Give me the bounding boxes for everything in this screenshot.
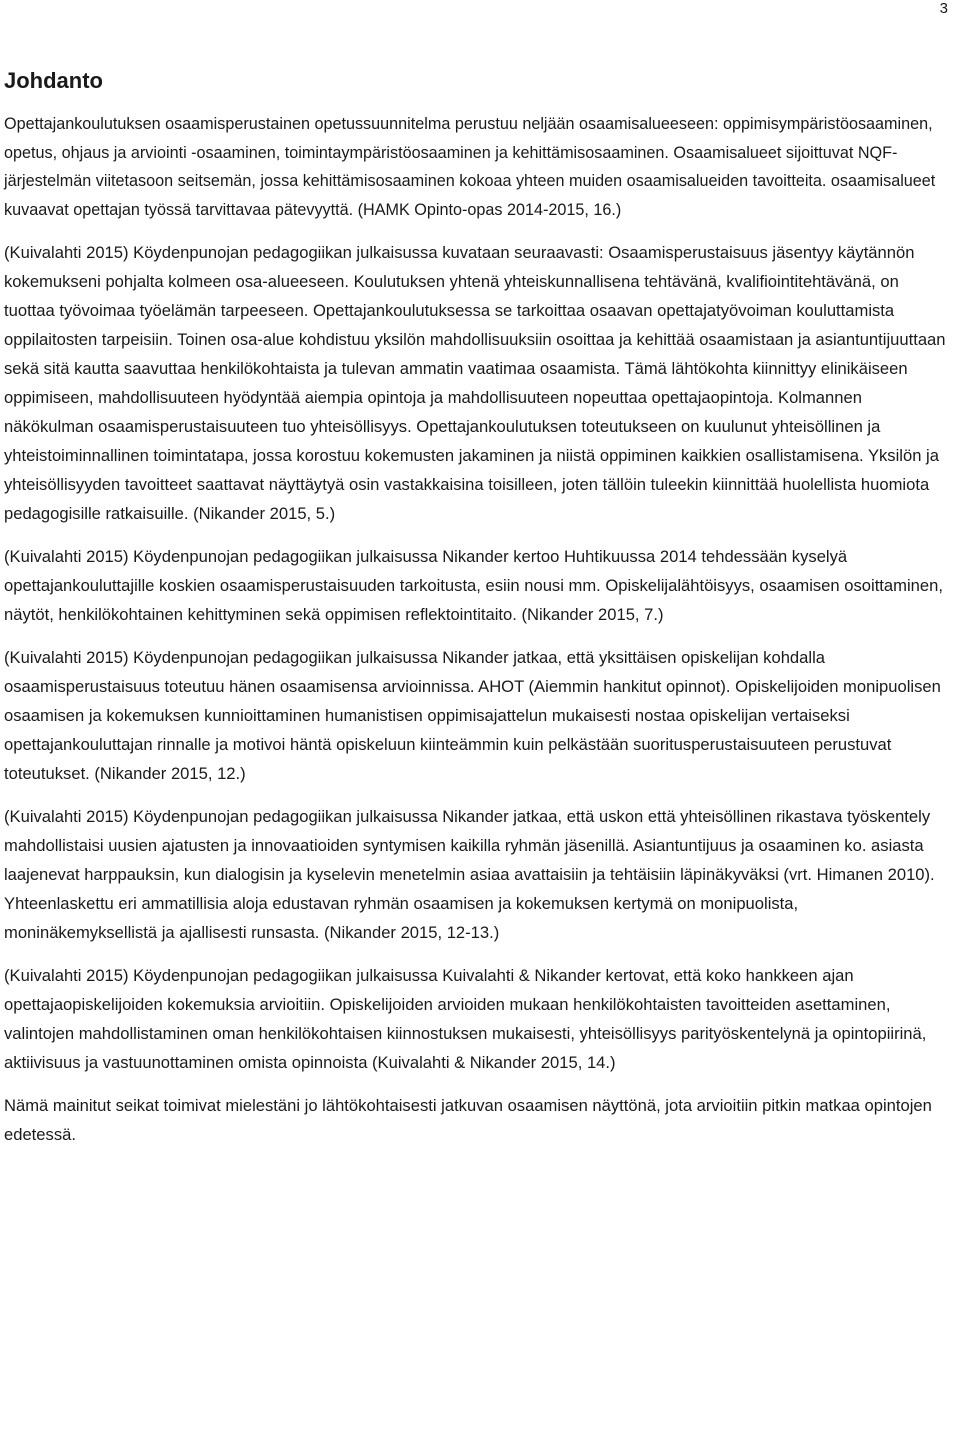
- paragraph-collaboration: (Kuivalahti 2015) Köydenpunojan pedagogiikan julkaisussa Nikander jatkaa, että uskon että yhteisöllinen rikastava työskentely mahdollistaisi uusien ajatusten ja innovaatioiden syntymisen kaikilla ryhmän jäsenillä. Asiantuntijuus ja osaaminen ko. asiasta laajenevat harppauksin, kun dialogisin ja kyselevin menetelmin asiaa avattaisiin ja tehtäisiin läpinäkyväksi (vrt. Himanen 2010). Yhteenlaskettu eri ammatillisia aloja edustavan ryhmän osaamisen ja kokemuksen kertymä on monipuolista, moninäkemyksellistä ja ajallisesti runsasta. (Nikander 2015, 12-13.): [4, 807, 935, 942]
- document-body: [4, 66, 954, 1163]
- paragraph-intro: Opettajankoulutuksen osaamisperustainen opetussuunnitelma perustuu neljään osaamisalueeseen: oppimisympäristöosaaminen, opetus, ohjaus ja arviointi -osaaminen, toimintaympäristöosaaminen ja kehittämisosaaminen. Osaamisalueet sijoittuvat NQF-järjestelmän viitetasoon seitsemän, jossa kehittämisosaaminen kokoaa yhteen muiden osaamisalueiden tavoitteita. osaamisalueet kuvaavat opettajan työssä tarvittavaa pätevyyttä. (HAMK Opinto-opas 2014-2015, 16.): [4, 115, 936, 219]
- paragraph-competence-areas: (Kuivalahti 2015) Köydenpunojan pedagogiikan julkaisussa kuvataan seuraavasti: Osaamisperustaisuus jäsentyy käytännön kokemukseni pohjalta kolmeen osa-alueeseen. Koulutuksen yhtenä yhteiskunnallisena tehtävänä, kvalifiointitehtävänä, on tuottaa työvoimaa työelämän tarpeeseen. Opettajankoulutuksessa se tarkoittaa osaavan opettajatyövoiman kouluttamista oppilaitosten tarpeisiin. Toinen osa-alue kohdistuu yksilön mahdollisuuksiin osoittaa ja kehittää osaamistaan ja asiantuntijuuttaan sekä sitä kautta saavuttaa henkilökohtaista ja tulevan ammatin vaatimaa osaamista. Tämä lähtökohta kiinnittyy elinikäiseen oppimiseen, mahdollisuuteen hyödyntää aiempia opintoja ja mahdollisuuteen nopeuttaa opettajaopintoja. Kolmannen näkökulman osaamisperustaisuuteen tuo yhteisöllisyys. Opettajankoulutuksen toteutukseen on kuulunut yhteisöllinen ja yhteistoiminnallinen toimintatapa, jossa korostuu kokemusten jakaminen ja niistä oppiminen kaikkien osallistamisena. Yksilön ja yhteisöllisyyden tavoitteet saattavat näyttäytyä osin vastakkaisina toisilleen, joten tällöin tuleekin kiinnittää huolellista huomiota pedagogisille ratkaisuille. (Nikander 2015, 5.): [4, 243, 946, 523]
- paragraph-conclusion: Nämä mainitut seikat toimivat mielestäni jo lähtökohtaisesti jatkuvan osaamisen näyttönä, jota arvioitiin pitkin matkaa opintojen edetessä.: [4, 1096, 932, 1144]
- paragraph-assessment: (Kuivalahti 2015) Köydenpunojan pedagogiikan julkaisussa Nikander jatkaa, että yksittäisen opiskelijan kohdalla osaamisperustaisuus toteutuu hänen osaamisensa arvioinnissa. AHOT (Aiemmin hankitut opinnot). Opiskelijoiden monipuolisen osaamisen ja kokemuksen kunnioittaminen humanistisen oppimisajattelun mukaisesti nostaa opiskelijan vertaiseksi opettajankouluttajan rinnalle ja motivoi häntä opiskeluun kiinteämmin kuin pelkästään suoritusperustaisuuteen perustuvat toteutukset. (Nikander 2015, 12.): [4, 648, 941, 783]
- paragraph-student-experiences: (Kuivalahti 2015) Köydenpunojan pedagogiikan julkaisussa Kuivalahti & Nikander kertovat, että koko hankkeen ajan opettajaopiskelijoiden kokemuksia arvioitiin. Opiskelijoiden arvioiden mukaan henkilökohtaisten tavoitteiden asettaminen, valintojen mahdollistaminen oman henkilökohtaisen kiinnostuksen mukaisesti, yhteisöllisyys parityöskentelynä ja opintopiirinä, aktiivisuus ja vastuunottaminen omista opinnoista (Kuivalahti & Nikander 2015, 14.): [4, 966, 927, 1072]
- section-heading: Johdanto: [4, 68, 103, 93]
- page-number: 3: [939, 0, 948, 17]
- paragraph-survey: (Kuivalahti 2015) Köydenpunojan pedagogiikan julkaisussa Nikander kertoo Huhtikuussa 2014 tehdessään kyselyä opettajankouluttajille koskien osaamisperustaisuuden tarkoitusta, esiin nousi mm. Opiskelijalähtöisyys, osaamisen osoittaminen, näytöt, henkilökohtainen kehittyminen sekä oppimisen reflektointitaito. (Nikander 2015, 7.): [4, 547, 943, 624]
